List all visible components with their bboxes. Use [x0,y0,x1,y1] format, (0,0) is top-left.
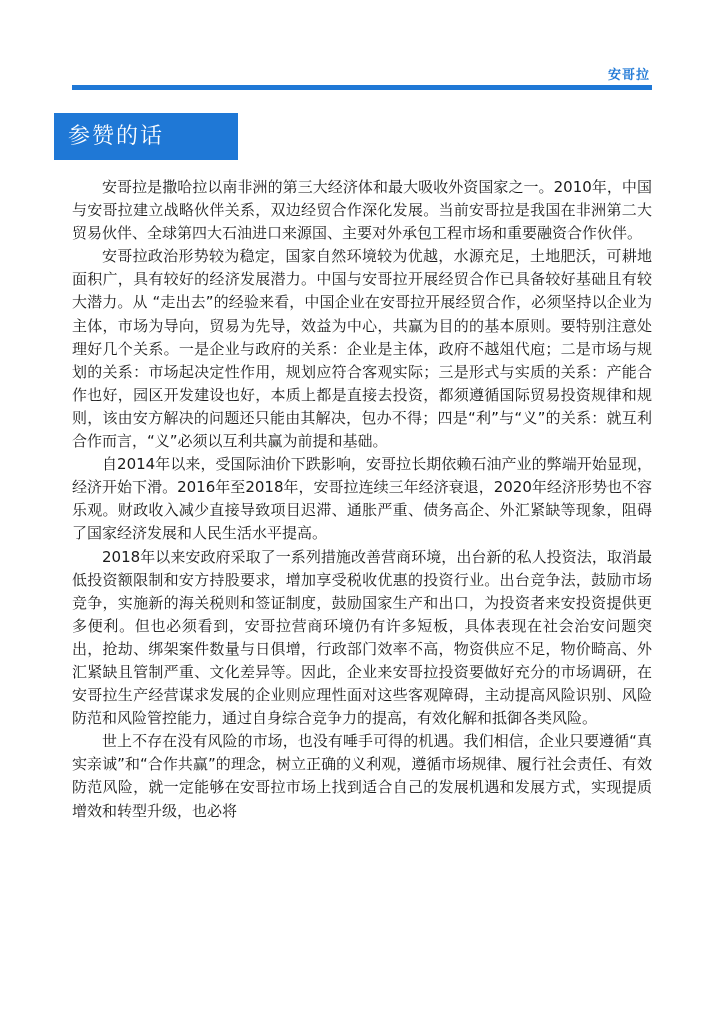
header-divider [72,85,652,90]
body-text [72,176,652,823]
paragraph: 世上不存在没有风险的市场，也没有唾手可得的机遇。我们相信，企业只要遵循“真实亲诚”和“合作共赢”的理念，树立正确的义利观，遵循市场规律、履行社会责任、有效防范风险，就一定能够在安哥拉市场上找到适合自己的发展机遇和发展方式，实现提质增效和转型升级，也必将 [72,732,652,820]
section-title: 参赞的话 [54,113,238,160]
paragraph: 自2014年以来，受国际油价下跌影响，安哥拉长期依赖石油产业的弊端开始显现，经济开始下滑。2016年至2018年，安哥拉连续三年经济衰退，2020年经济形势也不容乐观。财政收入减少直接导致项目迟滞、通胀严重、债务高企、外汇紧缺等现象，阻碍了国家经济发展和人民生活水平提高。 [72,455,652,543]
paragraph: 2018年以来安政府采取了一系列措施改善营商环境，出台新的私人投资法，取消最低投资额限制和安方持股要求，增加享受税收优惠的投资行业。出台竞争法，鼓励市场竞争，实施新的海关税则和签证制度，鼓励国家生产和出口，为投资者来安投资提供更多便利。但也必须看到，安哥拉营商环境仍有许多短板，具体表现在社会治安问题突出，抢劫、绑架案件数量与日俱增，行政部门效率不高，物资供应不足，物价畸高、外汇紧缺且管制严重、文化差异等。因此，企业来安哥拉投资要做好充分的市场调研，在安哥拉生产经营谋求发展的企业则应理性面对这些客观障碍，主动提高风险识别、风险防范和风险管控能力，通过自身综合竞争力的提高，有效化解和抵御各类风险。 [72,547,652,728]
running-header-title: 安哥拉 [607,68,650,83]
paragraph: 安哥拉政治形势较为稳定，国家自然环境较为优越，水源充足，土地肥沃，可耕地面积广，具有较好的经济发展潜力。中国与安哥拉开展经贸合作已具备较好基础且有较大潜力。从 “走出去”的经验来看，中国企业在安哥拉开展经贸合作，必须坚持以企业为主体，市场为导向，贸易为先导，效益为中心，共赢为目的的基本原则。要特别注意处理好几个关系。一是企业与政府的关系：企业是主体，政府不越俎代庖；二是市场与规划的关系：市场起决定性作用，规划应符合客观实际；三是形式与实质的关系：产能合作也好，园区开发建设也好，本质上都是直接去投资，都须遵循国际贸易投资规律和规则，该由安方解决的问题还只能由其解决，包办不得；四是“利”与“义”的关系：就互利合作而言，“义”必须以互利共赢为前提和基础。 [72,247,652,451]
paragraph: 安哥拉是撒哈拉以南非洲的第三大经济体和最大吸收外资国家之一。2010年，中国与安哥拉建立战略伙伴关系，双边经贸合作深化发展。当前安哥拉是我国在非洲第二大贸易伙伴、全球第四大石油进口来源国、主要对外承包工程市场和重要融资合作伙伴。 [72,178,652,243]
